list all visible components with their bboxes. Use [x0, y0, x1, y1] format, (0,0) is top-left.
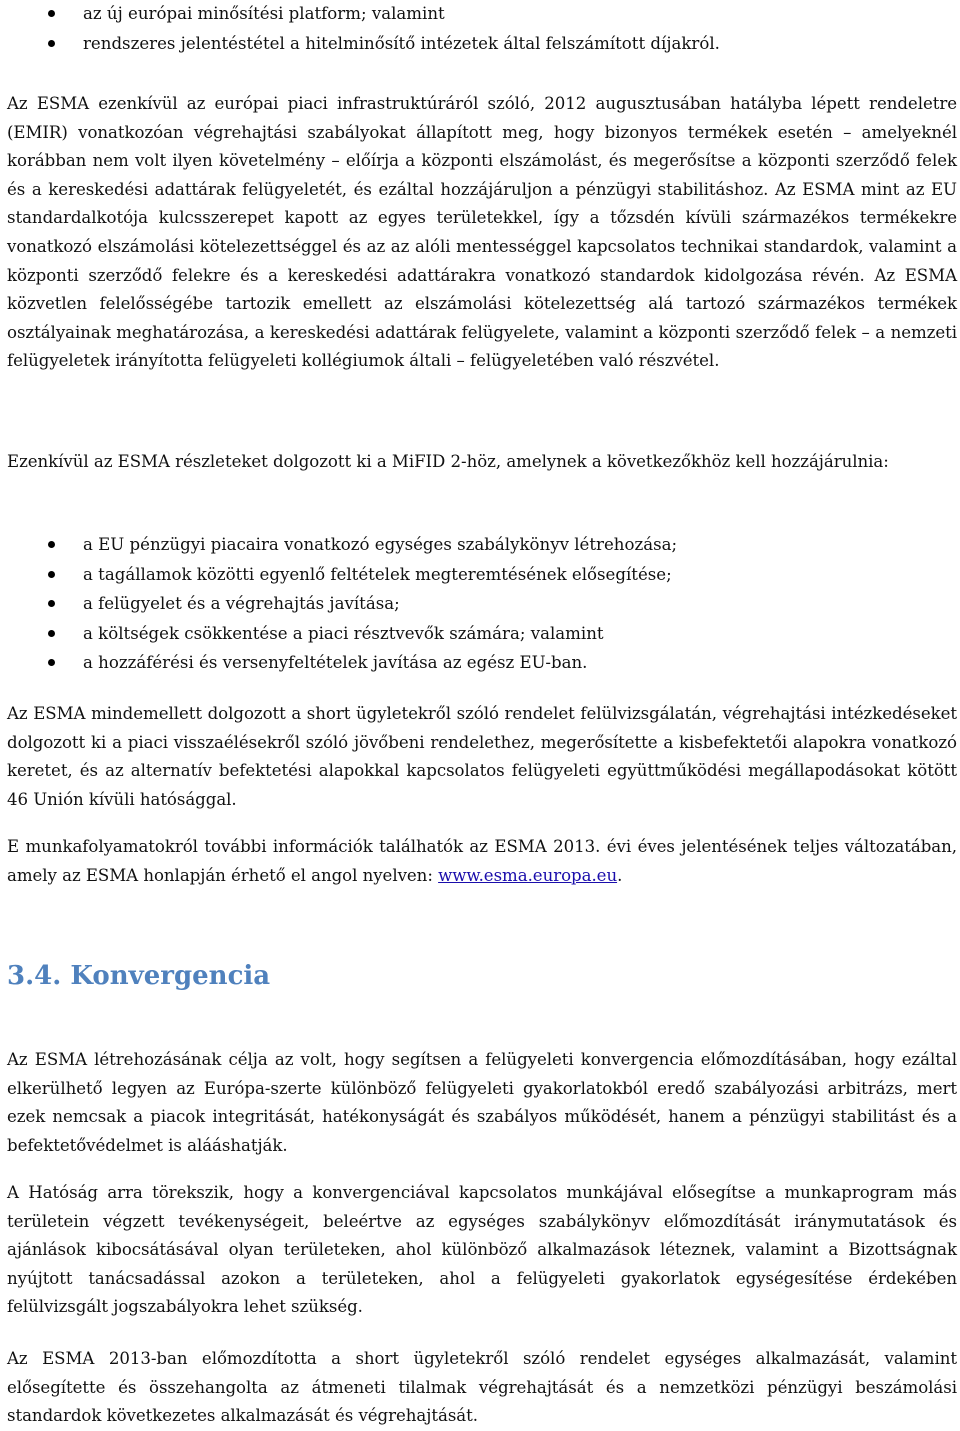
paragraph-convergence-purpose: Az ESMA létrehozásának célja az volt, hogy segítsen a felügyeleti konvergencia előmozdításában, hogy ezáltal elkerülhető legyen az Európa-szerte különböző felügyeleti gyakorlatokból eredő szabályozási arbitrázs, mert ezek nemcsak a piacok integritását, hatékonyságát és szabályos működését, hanem a pénzügyi stabilitást és a befektetővédelmet is alááshatják.: [7, 1050, 957, 1155]
list-item-text: a hozzáférési és versenyfeltételek javítása az egész EU-ban.: [83, 653, 588, 673]
list-item: [7, 560, 957, 590]
list-item: [7, 619, 957, 649]
list-item: [7, 530, 957, 560]
section-heading: 3.4. Konvergencia: [7, 961, 271, 991]
mifid-bullet-list: [7, 530, 957, 678]
list-item: [7, 29, 957, 59]
bullet-icon: [48, 659, 55, 666]
paragraph-more-info: [7, 833, 957, 890]
paragraph-mifid-intro: Ezenkívül az ESMA részleteket dolgozott ki a MiFID 2-höz, amelynek a következőkhöz kell hozzájárulnia:: [7, 452, 889, 471]
list-item-text: a felügyelet és a végrehajtás javítása;: [83, 594, 400, 614]
list-item-text: rendszeres jelentéstétel a hitelminősítő intézetek által felszámított díjakról.: [83, 33, 720, 53]
bullet-icon: [48, 40, 55, 47]
list-item: [7, 648, 957, 678]
list-item-text: a tagállamok közötti egyenlő feltételek megteremtésének elősegítése;: [83, 564, 672, 584]
top-bullet-list: [7, 0, 957, 58]
list-item-text: a EU pénzügyi piacaira vonatkozó egységes szabálykönyv létrehozása;: [83, 535, 678, 554]
list-item: [7, 0, 957, 29]
list-item: [7, 589, 957, 619]
bullet-icon: [48, 10, 55, 17]
esma-website-link[interactable]: www.esma.europa.eu: [438, 865, 618, 885]
bullet-icon: [48, 600, 55, 607]
paragraph-convergence-2013: Az ESMA 2013-ban előmozdította a short ügyletekről szóló rendelet egységes alkalmazását, valamint elősegítette és összehangolta az átmeneti tilalmak végrehajtását és a nemzetközi pénzügyi beszámolási standardok következetes alkalmazását és végrehajtását.: [7, 1349, 957, 1426]
paragraph-emir: Az ESMA ezenkívül az európai piaci infrastruktúráról szóló, 2012 augusztusában hatályba lépett rendeletre (EMIR) vonatkozóan végrehajtási szabályokat állapított meg, hogy bizonyos termékek esetén – amelyeknél korábban nem volt ilyen követelmény – előírja a központi elszámolást, és megerősítse a központi szerződő felek és a kereskedési adattárak felügyeletét, és ezáltal hozzájáruljon a pénzügyi stabilitáshoz. Az ESMA mint az EU standardalkotója kulcsszerepet kapott az egyes területekkel, így a tőzsdén kívüli származékos termékekre vonatkozó elszámolási kötelezettséggel és az az alóli mentességgel kapcsolatos technikai standardok, valamint a központi szerződő felekre és a kereskedési adattárakra vonatkozó standardok kidolgozása révén. Az ESMA közvetlen felelősségébe tartozik emellett az elszámolási kötelezettség alá tartozó származékos termékek osztályainak meghatározása, a kereskedési adattárak felügyelete, valamint a központi szerződő felek – a nemzeti felügyeletek irányította felügyeleti kollégiumok általi – felügyeletében való részvétel.: [7, 94, 957, 371]
list-item-text: az új európai minősítési platform; valamint: [83, 4, 445, 23]
bullet-icon: [48, 541, 55, 548]
paragraph-more-info-end: .: [617, 865, 623, 885]
list-item-text: a költségek csökkentése a piaci résztvevők számára; valamint: [83, 623, 604, 643]
bullet-icon: [48, 630, 55, 637]
paragraph-short-selling: Az ESMA mindemellett dolgozott a short ügyletekről szóló rendelet felülvizsgálatán, végrehajtási intézkedéseket dolgozott ki a piaci visszaélésekről szóló jövőbeni rendelethez, megerősítette a kisbefektetői alapokra vonatkozó keretet, és az alternatív befektetési alapokkal kapcsolatos felügyeleti együttműködési megállapodásokat kötött 46 Unión kívüli hatósággal.: [7, 704, 957, 809]
paragraph-more-info-text: E munkafolyamatokról további információk találhatók az ESMA 2013. évi éves jelentésének teljes változatában, amely az ESMA honlapján érhető el angol nyelven:: [7, 837, 957, 885]
paragraph-convergence-work: A Hatóság arra törekszik, hogy a konvergenciával kapcsolatos munkájával elősegítse a munkaprogram más területein végzett tevékenységeit, beleértve az egységes szabálykönyv előmozdítását iránymutatások és ajánlások kibocsátásával olyan területeken, ahol különböző alkalmazások léteznek, valamint a Bizottságnak nyújtott tanácsadással azokon a területeken, ahol a felügyeleti gyakorlatok egységesítése érdekében felülvizsgált jogszabályokra lehet szükség.: [7, 1183, 957, 1317]
bullet-icon: [48, 571, 55, 578]
